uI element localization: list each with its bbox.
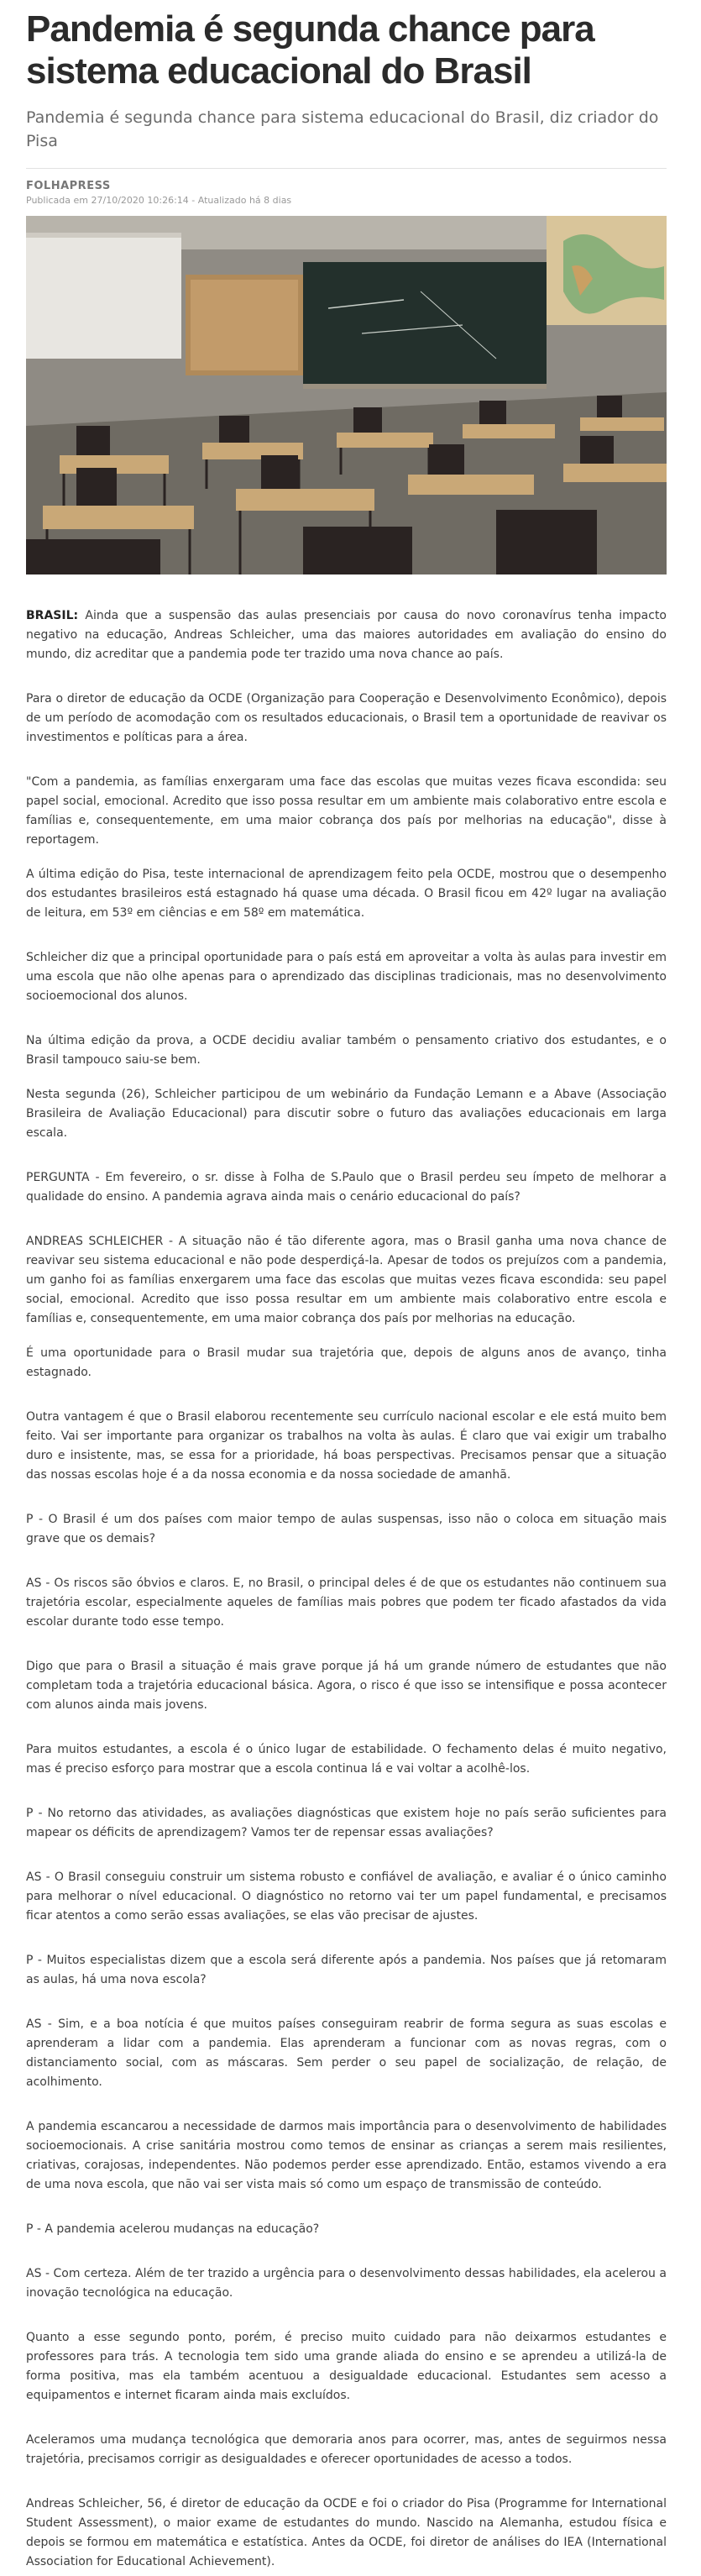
lead-text: Ainda que a suspensão das aulas presenciais por causa do novo coronavírus tenha impacto negativo na educação, Andreas Schleicher, uma das maiores autoridades em avaliação do ensino do mundo, diz acreditar que a pandemia pode ter trazido uma nova chance ao país. [26,609,667,661]
body-paragraph: Schleicher diz que a principal oportunidade para o país está em aproveitar a volta às aulas para investir em uma escola que não olhe apenas para o aprendizado das disciplinas tradicionais, mas no desenvolvimento socioemocional dos alunos. [26,951,667,1003]
body-paragraph: Para muitos estudantes, a escola é o único lugar de estabilidade. O fechamento delas é muito negativo, mas é preciso esforço para mostrar que a escola continua lá e vai voltar a acolhê-los. [26,1743,667,1776]
body-paragraph: Na última edição da prova, a OCDE decidiu avaliar também o pensamento criativo dos estudantes, e o Brasil tampouco saiu-se bem. [26,1034,667,1067]
article-source: FOLHAPRESS [26,180,111,192]
body-paragraph: P - No retorno das atividades, as avaliações diagnósticas que existem hoje no país serão suficientes para mapear os déficits de aprendizagem? Vamos ter de repensar essas avaliações? [26,1807,667,1839]
body-paragraph: A última edição do Pisa, teste internacional de aprendizagem feito pela OCDE, mostrou que o desempenho dos estudantes brasileiros está estagnado há quase uma década. O Brasil ficou em 42º lugar na avaliação de leitura, em 53º em ciências e em 58º em matemática. [26,868,667,920]
body-paragraph: Outra vantagem é que o Brasil elaborou recentemente seu currículo nacional escolar e ele está muito bem feito. Vai ser importante para organizar os trabalhos na volta às aulas. É claro que vai exigir um trabalho duro e insistente, mas, se essa for a prioridade, há boas perspectivas. Precisamos pensar que a situação das nossas escolas hoje é a da nossa economia e da nossa sociedade de amanhã. [26,1410,667,1482]
article-subtitle: Pandemia é segunda chance para sistema educacional do Brasil, diz criador do Pisa [26,108,659,150]
lead-tag: BRASIL: [26,609,79,622]
body-paragraph: AS - Sim, e a boa notícia é que muitos países conseguiram reabrir de forma segura as suas escolas e aprenderam a lidar com a pandemia. Elas aprenderam a funcionar com as novas regras, com o distanciamento social, com as máscaras. Sem perder o seu papel de socialização, de relação, de acolhimento. [26,2017,667,2089]
article [26,0,667,2572]
body-paragraph: Andreas Schleicher, 56, é diretor de educação da OCDE e foi o criador do Pisa (Programme for International Student Assessment), o maior exame de estudantes do mundo. Nascido na Alemanha, estudou física e depois se formou em matemática e estatística. Antes da OCDE, foi diretor de análises do IEA (International Association for Educational Achievement). [26,2497,667,2568]
article-dateline: Publicada em 27/10/2020 10:26:14 - Atualizado há 8 dias [26,195,292,206]
classroom-photo-icon [26,216,667,574]
body-paragraph: Quanto a esse segundo ponto, porém, é preciso muito cuidado para não deixarmos estudantes e professores para trás. A tecnologia tem sido uma grande aliada do ensino e se aprendeu a utilizá-la de forma positiva, mas ela também acentuou a desigualdade educacional. Estudantes sem acesso a equipamentos e internet ficaram ainda mais excluídos. [26,2331,667,2402]
body-paragraph: AS - Com certeza. Além de ter trazido a urgência para o desenvolvimento dessas habilidades, ela acelerou a inovação tecnológica na educação. [26,2267,667,2300]
body-paragraph: P - Muitos especialistas dizem que a escola será diferente após a pandemia. Nos países que já retomaram as aulas, há uma nova escola? [26,1954,667,1986]
article-title: Pandemia é segunda chance para sistema educacional do Brasil [26,8,594,92]
body-paragraph: PERGUNTA - Em fevereiro, o sr. disse à Folha de S.Paulo que o Brasil perdeu seu ímpeto de melhorar a qualidade do ensino. A pandemia agrava ainda mais o cenário educacional do país? [26,1171,667,1204]
body-paragraph: Aceleramos uma mudança tecnológica que demoraria anos para ocorrer, mas, antes de seguirmos nessa trajetória, precisamos corrigir as desigualdades e oferecer oportunidades de acesso a todos. [26,2433,667,2466]
body-paragraph: Para o diretor de educação da OCDE (Organização para Cooperação e Desenvolvimento Econômico), depois de um período de acomodação com os resultados educacionais, o Brasil tem a oportunidade de reavivar os investimentos e políticas para a área. [26,692,667,744]
body-paragraph: Nesta segunda (26), Schleicher participou de um webinário da Fundação Lemann e a Abave (Associação Brasileira de Avaliação Educacional) para discutir sobre o futuro das avaliações educacionais em larga escala. [26,1088,667,1140]
divider [26,168,667,169]
body-paragraph: É uma oportunidade para o Brasil mudar sua trajetória que, depois de alguns anos de avanço, tinha estagnado. [26,1346,667,1379]
body-paragraph: AS - Os riscos são óbvios e claros. E, no Brasil, o principal deles é de que os estudantes não continuem sua trajetória escolar, especialmente aqueles de famílias mais pobres que podem ter ficado afastados da vida escolar durante todo esse tempo. [26,1577,667,1629]
body-paragraph: A pandemia escancarou a necessidade de darmos mais importância para o desenvolvimento de habilidades socioemocionais. A crise sanitária mostrou como temos de ensinar as crianças a serem mais resilientes, criativas, corajosas, independentes. Não podemos perder esse aprendizado. Então, estamos vivendo a era de uma nova escola, que não vai ser vista mais só como um espaço de transmissão de conteúdo. [26,2120,667,2191]
body-paragraph: P - A pandemia acelerou mudanças na educação? [26,2222,320,2236]
lead-paragraph [26,606,667,664]
body-paragraph: P - O Brasil é um dos países com maior tempo de aulas suspensas, isso não o coloca em situação mais grave que os demais? [26,1513,667,1545]
article-body [26,606,667,2572]
body-paragraph: AS - O Brasil conseguiu construir um sistema robusto e confiável de avaliação, e avaliar é o único caminho para melhorar o nível educacional. O diagnóstico no retorno vai ter um papel fundamental, e precisamos ficar atentos a como serão essas avaliações, se elas vão precisar de ajustes. [26,1870,667,1923]
hero-image [26,216,667,574]
body-paragraph: ANDREAS SCHLEICHER - A situação não é tão diferente agora, mas o Brasil ganha uma nova chance de reavivar seu sistema educacional e não pode desperdiçá-la. Apesar de todos os prejuízos com a pandemia, um ganho foi as famílias enxergarem uma face das escolas que muitas vezes ficava escondida: seu papel social, emocional. Acredito que isso possa resultar em um ambiente mais colaborativo entre escola e famílias e, consequentemente, em uma maior cobrança dos país por melhorias na educação. [26,1235,667,1325]
body-paragraph: Digo que para o Brasil a situação é mais grave porque já há um grande número de estudantes que não completam toda a trajetória educacional básica. Agora, o risco é que isso se intensifique e possa acontecer com alunos ainda mais jovens. [26,1660,667,1712]
body-paragraph: "Com a pandemia, as famílias enxergaram uma face das escolas que muitas vezes ficava escondida: seu papel social, emocional. Acredito que isso possa resultar em um ambiente mais colaborativo entre escola e famílias e, consequentemente, em uma maior cobrança dos país por melhorias na educação", disse à reportagem. [26,775,667,847]
